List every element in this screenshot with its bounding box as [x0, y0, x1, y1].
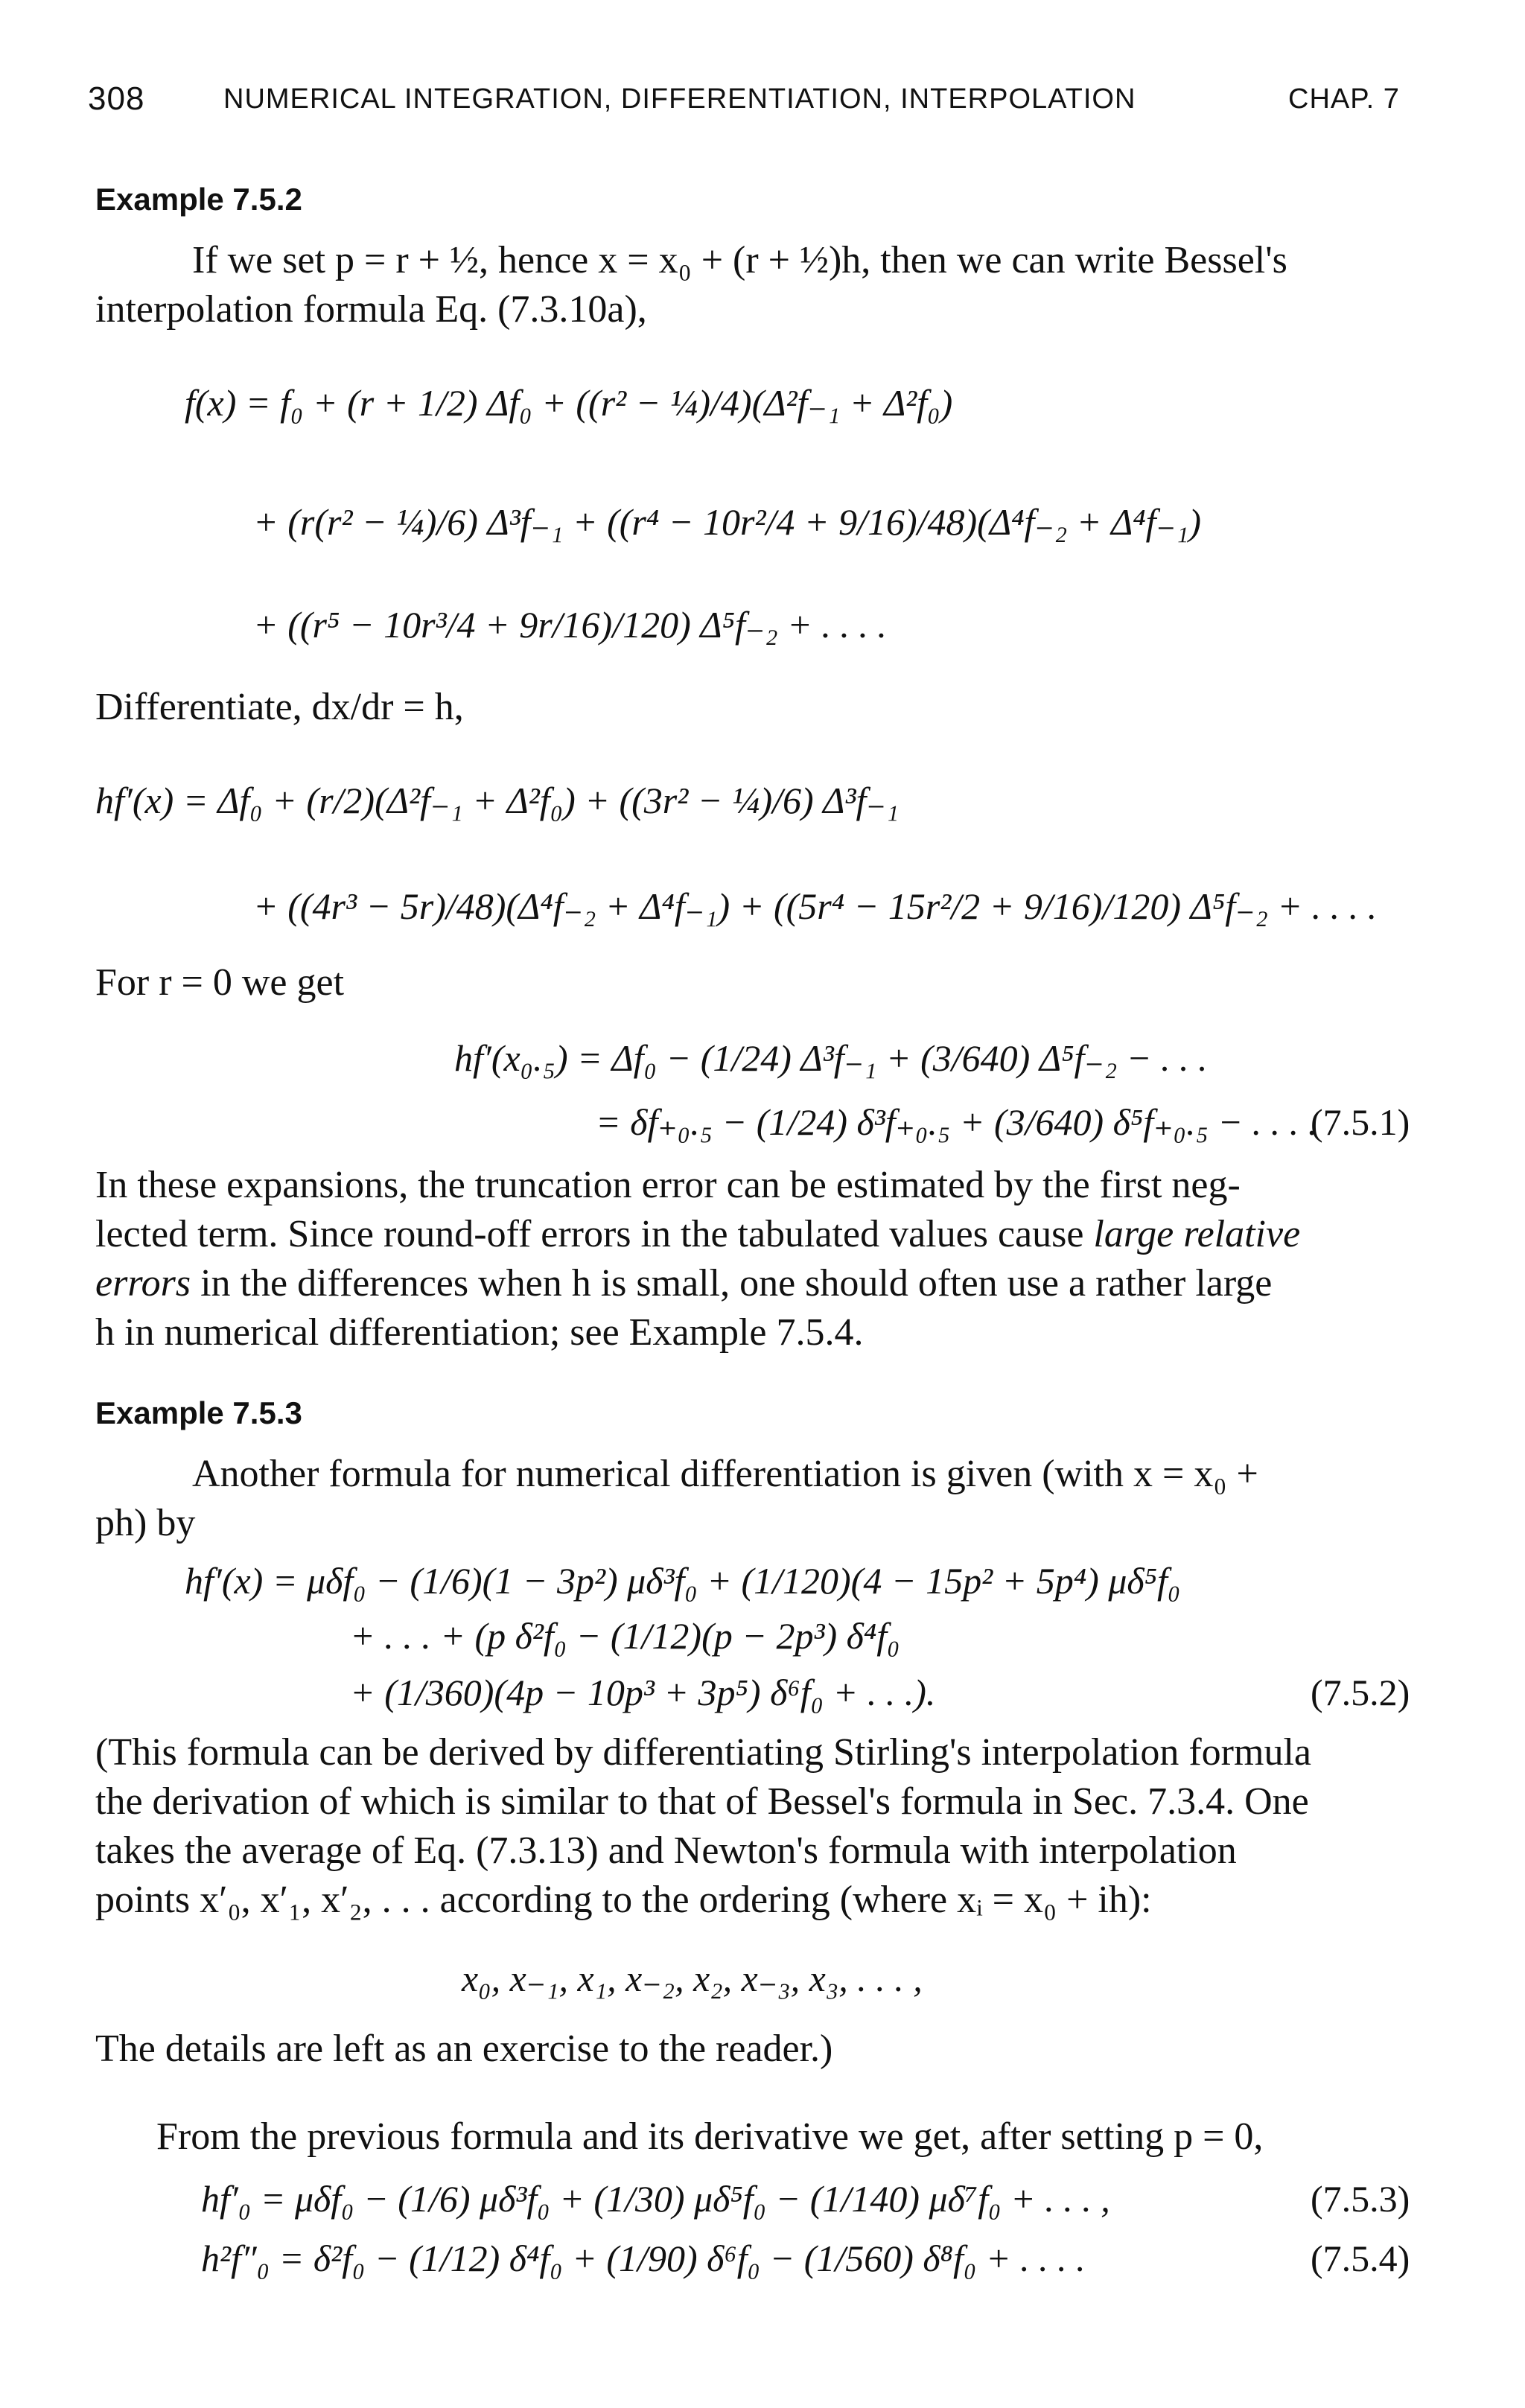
emphasis-errors: errors	[95, 1262, 191, 1305]
emphasis-large-relative: large relative	[1093, 1213, 1301, 1255]
differentiate-text: Differentiate, dx/dr = h,	[95, 686, 464, 728]
chapter-label: CHAP. 7	[1288, 83, 1400, 115]
derivative-equation-line2: + ((4r³ − 5r)/48)(Δ⁴f₋₂ + Δ⁴f₋₁) + ((5r⁴ − 15r²/2 + 9/16)/120) Δ⁵f₋₂ + . . . .	[253, 885, 1378, 927]
equation-7-5-4: h²f″₀ = δ²f₀ − (1/12) δ⁴f₀ + (1/90) δ⁶f₀ − (1/560) δ⁸f₀ + . . . .	[201, 2237, 1086, 2279]
example-752-intro-line2: interpolation formula Eq. (7.3.10a),	[95, 288, 647, 331]
example-753-heading: Example 7.5.3	[95, 1395, 302, 1430]
note-line3: takes the average of Eq. (7.3.13) and Newton's formula with interpolation	[95, 1829, 1237, 1872]
equation-7-5-3: hf′₀ = μδf₀ − (1/6) μδ³f₀ + (1/30) μδ⁵f₀ − (1/140) μδ⁷f₀ + . . . ,	[201, 2178, 1110, 2220]
stirling-equation-line1: hf′(x) = μδf₀ − (1/6)(1 − 3p²) μδ³f₀ + (1/120)(4 − 15p² + 5p⁴) μδ⁵f₀	[185, 1560, 1181, 1602]
equation-number-7-5-4: (7.5.4)	[1311, 2237, 1410, 2279]
equation-number-7-5-2: (7.5.2)	[1311, 1672, 1410, 1713]
bessel-equation-line1: f(x) = f₀ + (r + 1/2) Δf₀ + ((r² − ¼)/4)(Δ²f₋₁ + Δ²f₀)	[185, 382, 953, 424]
note-line5: The details are left as an exercise to the reader.)	[95, 2028, 833, 2070]
bessel-equation-line2: + (r(r² − ¼)/6) Δ³f₋₁ + ((r⁴ − 10r²/4 + 9/16)/48)(Δ⁴f₋₂ + Δ⁴f₋₁)	[253, 501, 1201, 543]
equation-number-7-5-3: (7.5.3)	[1311, 2178, 1410, 2220]
for-r-zero-text: For r = 0 we get	[95, 961, 345, 1004]
ordering-sequence: x₀, x₋₁, x₁, x₋₂, x₂, x₋₃, x₃, . . . ,	[462, 1958, 923, 1999]
paragraph-line3: errors in the differences when h is small, one should often use a rather large	[95, 1262, 1273, 1305]
note-line4: points x′₀, x′₁, x′₂, . . . according to the ordering (where xᵢ = x₀ + ih):	[95, 1879, 1152, 1921]
paragraph-line4: h in numerical differentiation; see Example 7.5.4.	[95, 1311, 864, 1354]
example-753-intro-line1: Another formula for numerical differentiation is given (with x = x₀ +	[192, 1453, 1258, 1495]
page-number: 308	[88, 80, 145, 117]
paragraph-line2: lected term. Since round-off errors in the tabulated values cause large relative	[95, 1213, 1301, 1255]
derivative-equation-line1: hf′(x) = Δf₀ + (r/2)(Δ²f₋₁ + Δ²f₀) + ((3r² − ¼)/6) Δ³f₋₁	[95, 780, 900, 821]
result-equation-line2: = δf₊₀.₅ − (1/24) δ³f₊₀.₅ + (3/640) δ⁵f₊₀.₅ − . . . .	[596, 1101, 1318, 1143]
example-752-intro-line1: If we set p = r + ½, hence x = x₀ + (r + ½)h, then we can write Bessel's	[192, 239, 1287, 281]
note-line2: the derivation of which is similar to that of Bessel's formula in Sec. 7.3.4. One	[95, 1780, 1309, 1823]
note-line1: (This formula can be derived by differentiating Stirling's interpolation formula	[95, 1731, 1311, 1774]
example-752-heading: Example 7.5.2	[95, 182, 302, 217]
equation-number-7-5-1: (7.5.1)	[1311, 1101, 1410, 1143]
stirling-equation-line3: + (1/360)(4p − 10p³ + 3p⁵) δ⁶f₀ + . . .).	[350, 1672, 936, 1713]
example-753-intro-line2: ph) by	[95, 1502, 196, 1544]
stirling-equation-line2: + . . . + (p δ²f₀ − (1/12)(p − 2p³) δ⁴f₀	[350, 1615, 900, 1657]
paragraph-line1: In these expansions, the truncation error can be estimated by the first neg-	[95, 1164, 1241, 1206]
running-title: NUMERICAL INTEGRATION, DIFFERENTIATION, INTERPOLATION	[223, 83, 1136, 115]
final-intro-text: From the previous formula and its derivative we get, after setting p = 0,	[156, 2115, 1264, 2158]
result-equation-line1: hf′(x₀.₅) = Δf₀ − (1/24) Δ³f₋₁ + (3/640) Δ⁵f₋₂ − . . .	[454, 1037, 1208, 1079]
bessel-equation-line3: + ((r⁵ − 10r³/4 + 9r/16)/120) Δ⁵f₋₂ + . . . .	[253, 604, 887, 646]
